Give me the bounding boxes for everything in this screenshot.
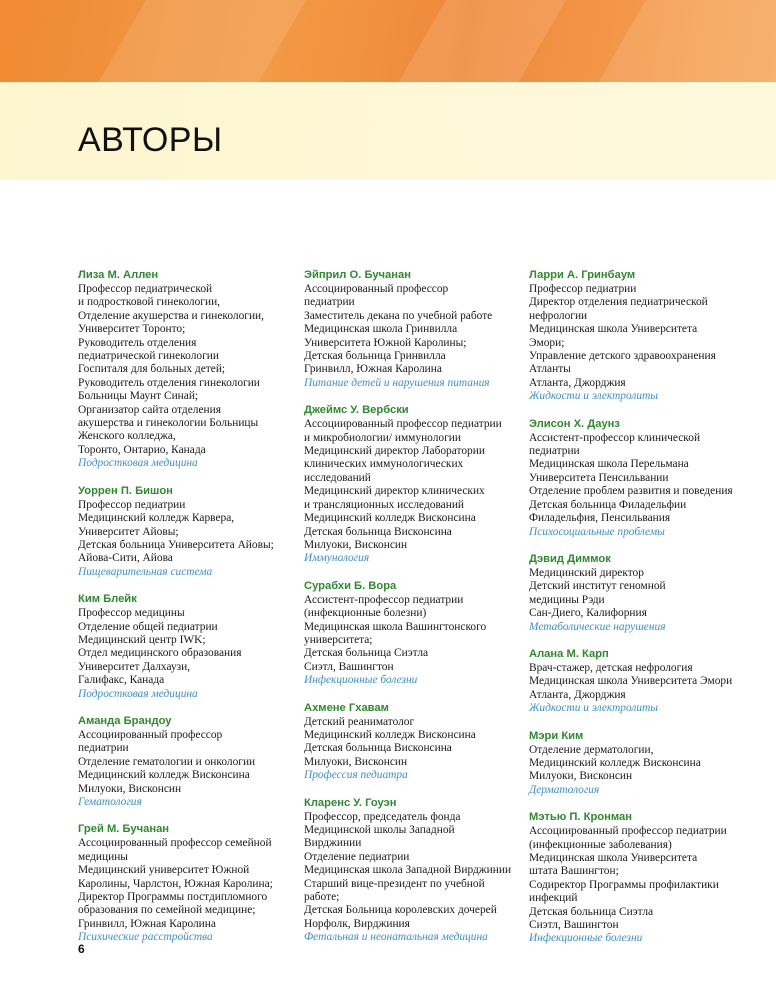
author-affiliation-line: Отделение проблем развития и поведения bbox=[529, 485, 733, 498]
author-affiliation-line: Детская больница Сиэтла bbox=[304, 647, 429, 660]
author-affiliation-line: Медицинская школа Гринвилла bbox=[304, 323, 458, 336]
author-affiliation-line: Атланты bbox=[529, 363, 571, 376]
author-topic: Гематология bbox=[78, 796, 142, 808]
author-topic: Профессия педиатра bbox=[304, 769, 408, 782]
author-affiliation-line: Отдел медицинского образования bbox=[78, 647, 242, 660]
author-affiliation-line: Вирджинии bbox=[304, 837, 362, 850]
author-entry bbox=[78, 822, 298, 944]
authors-column-2 bbox=[304, 268, 524, 958]
author-entry bbox=[529, 417, 749, 539]
author-affiliation-line: Галифакс, Канада bbox=[78, 674, 165, 687]
author-entry bbox=[78, 484, 298, 579]
author-affiliation-line: инфекций bbox=[529, 892, 578, 905]
author-affiliation-line: Детская больница Университета Айовы; bbox=[78, 538, 274, 551]
author-affiliation-line: Ассоциированный профессор педиатрии bbox=[304, 418, 502, 431]
author-affiliation-line: Ассоциированный профессор bbox=[304, 283, 449, 295]
page-number: 6 bbox=[78, 942, 85, 956]
author-affiliation-line: Медицинский колледж Висконсина bbox=[304, 512, 476, 525]
author-affiliation-line: Детская больница Филадельфии bbox=[529, 498, 687, 511]
author-name: Кларенс У. Гоуэн bbox=[304, 796, 397, 809]
author-affiliation-line: Госпиталя для больных детей; bbox=[78, 363, 226, 376]
author-topic: Инфекционные болезни bbox=[304, 674, 418, 687]
author-topic: Психические расстройства bbox=[78, 931, 213, 944]
author-affiliation-line: медицины Рэди bbox=[529, 593, 605, 606]
author-name: Мэри Ким bbox=[529, 729, 584, 742]
authors-column-3 bbox=[529, 268, 749, 959]
author-affiliation-line: Детская больница Сиэтла bbox=[529, 905, 654, 918]
author-affiliation-line: Медицинский директор bbox=[529, 566, 644, 579]
author-entry bbox=[529, 268, 749, 404]
author-affiliation-line: Медицинский колледж Висконсина bbox=[304, 728, 476, 741]
author-entry bbox=[78, 268, 298, 471]
author-affiliation-line: Атланта, Джорджия bbox=[529, 688, 626, 701]
author-affiliation-line: Детская больница Гринвилла bbox=[304, 350, 446, 363]
author-name: Уоррен П. Бишон bbox=[78, 484, 173, 497]
author-entry bbox=[304, 796, 524, 945]
author-affiliation-line: Каролины, Чарлстон, Южная Каролина; bbox=[78, 877, 273, 890]
author-affiliation-line: Университет Далхаузи, bbox=[78, 660, 191, 673]
author-affiliation-line: акушерства и гинекологии Больницы bbox=[78, 417, 259, 430]
author-affiliation-line: Директор Программы постдипломного bbox=[78, 891, 268, 904]
author-affiliation-line: образования по семейной медицине; bbox=[78, 904, 256, 917]
author-name: Элисон Х. Даунз bbox=[529, 417, 620, 430]
author-topic: Подростковая медицина bbox=[78, 457, 198, 470]
author-topic: Подростковая медицина bbox=[78, 687, 198, 700]
author-affiliation-line: штата Вашингтон; bbox=[529, 865, 619, 878]
author-name: Лиза М. Аллен bbox=[78, 269, 159, 281]
author-affiliation-line: Медицинский колледж Карвера, bbox=[78, 512, 235, 525]
author-topic: Дерматология bbox=[529, 783, 600, 796]
author-affiliation-line: Профессор педиатрической bbox=[78, 283, 213, 295]
author-affiliation-line: Детский институт геномной bbox=[529, 580, 666, 593]
author-affiliation-line: Милуоки, Висконсин bbox=[304, 755, 408, 768]
author-entry bbox=[78, 714, 298, 809]
author-affiliation-line: Медицинский колледж Висконсина bbox=[78, 769, 250, 782]
author-topic: Фетальная и неонатальная медицина bbox=[304, 931, 488, 944]
author-name: Эйприл О. Бучанан bbox=[304, 269, 412, 281]
author-topic: Питание детей и нарушения питания bbox=[304, 376, 490, 389]
author-affiliation-line: Медицинской школы Западной bbox=[304, 824, 455, 836]
author-topic: Жидкости и электролиты bbox=[529, 702, 659, 715]
author-affiliation-line: нефрологии bbox=[529, 309, 588, 322]
author-affiliation-line: Директор отделения педиатрической bbox=[529, 296, 708, 309]
author-affiliation-line: Больницы Маунт Синай; bbox=[78, 390, 199, 403]
author-affiliation-line: Отделение общей педиатрии bbox=[78, 620, 218, 633]
author-name: Грей М. Бучанан bbox=[78, 823, 170, 836]
author-affiliation-line: Эмори; bbox=[529, 336, 565, 349]
author-affiliation-line: Сиэтл, Вашингтон bbox=[529, 919, 619, 932]
author-affiliation-line: Ассоциированный профессор bbox=[78, 728, 223, 741]
author-affiliation-line: Гринвилл, Южная Каролина bbox=[78, 917, 216, 930]
author-affiliation-line: Милуоки, Висконсин bbox=[529, 770, 633, 783]
author-affiliation-line: Университет Торонто; bbox=[78, 323, 186, 336]
author-affiliation-line: Отделение дерматологии, bbox=[529, 743, 654, 756]
author-affiliation-line: Профессор, председатель фонда bbox=[304, 810, 461, 823]
author-name: Ахмене Гхавам bbox=[304, 701, 389, 714]
author-entry bbox=[304, 403, 524, 565]
author-affiliation-line: Заместитель декана по учебной работе bbox=[304, 309, 493, 322]
author-affiliation-line: педиатрии bbox=[78, 742, 129, 755]
author-affiliation-line: Руководитель отделения bbox=[78, 336, 197, 349]
author-affiliation-line: университета; bbox=[304, 633, 373, 646]
author-name: Ларри А. Гринбаум bbox=[529, 269, 636, 281]
author-affiliation-line: Профессор педиатрии bbox=[78, 498, 186, 511]
author-affiliation-line: (инфекционные болезни) bbox=[304, 607, 427, 620]
author-name: Ким Блейк bbox=[78, 593, 137, 606]
author-topic: Инфекционные болезни bbox=[529, 932, 643, 945]
author-entry bbox=[529, 552, 749, 634]
author-affiliation-line: Отделение педиатрии bbox=[304, 850, 410, 863]
author-affiliation-line: Медицинская школа Западной Вирджинии bbox=[304, 864, 512, 877]
author-affiliation-line: Норфолк, Вирджиния bbox=[304, 917, 410, 930]
author-affiliation-line: Медицинская школа Университета Эмори bbox=[529, 675, 733, 688]
author-affiliation-line: медицины bbox=[78, 850, 128, 863]
author-name: Аманда Брандоу bbox=[78, 714, 172, 727]
author-entry bbox=[304, 579, 524, 688]
author-affiliation-line: Управление детского здравоохранения bbox=[529, 350, 716, 363]
author-affiliation-line: Врач-стажер, детская нефрология bbox=[529, 661, 693, 674]
author-topic: Пищеварительная система bbox=[78, 565, 213, 578]
author-affiliation-line: Женского колледжа, bbox=[78, 430, 176, 443]
header-banner bbox=[0, 0, 776, 82]
author-affiliation-line: Университет Айовы; bbox=[78, 525, 179, 538]
author-entry bbox=[529, 729, 749, 798]
author-entry bbox=[304, 701, 524, 783]
author-affiliation-line: Гринвилл, Южная Каролина bbox=[304, 363, 442, 376]
author-affiliation-line: Содиректор Программы профилактики bbox=[529, 878, 719, 891]
author-affiliation-line: Медицинская школа Университета bbox=[529, 852, 698, 864]
author-topic: Иммунология bbox=[304, 552, 370, 565]
author-affiliation-line: Медицинский центр IWK; bbox=[78, 633, 206, 646]
author-affiliation-line: Отделение акушерства и гинекологии, bbox=[78, 309, 265, 322]
author-affiliation-line: клинических иммунологических bbox=[304, 458, 464, 471]
authors-column-1 bbox=[78, 268, 298, 958]
author-affiliation-line: Филадельфия, Пенсильвания bbox=[529, 512, 671, 525]
author-affiliation-line: Медицинский колледж Висконсина bbox=[529, 756, 701, 769]
author-affiliation-line: Сан-Диего, Калифорния bbox=[529, 607, 647, 620]
author-name: Алана М. Карп bbox=[529, 647, 609, 660]
author-affiliation-line: Медицинская школа Университета bbox=[529, 323, 698, 336]
author-affiliation-line: Атланта, Джорджия bbox=[529, 376, 626, 389]
author-affiliation-line: Милуоки, Висконсин bbox=[78, 782, 182, 795]
author-affiliation-line: Милуоки, Висконсин bbox=[304, 538, 408, 551]
author-affiliation-line: педиатрической гинекологии bbox=[78, 350, 219, 363]
author-affiliation-line: Торонто, Онтарио, Канада bbox=[78, 443, 206, 456]
author-affiliation-line: (инфекционные заболевания) bbox=[529, 838, 672, 851]
author-affiliation-line: педиатрии bbox=[529, 445, 580, 458]
author-affiliation-line: Детская больница Висконсина bbox=[304, 525, 452, 538]
author-affiliation-line: Медицинский директор Лаборатории bbox=[304, 445, 485, 458]
author-affiliation-line: Медицинский университет Южной bbox=[78, 864, 250, 877]
author-affiliation-line: Медицинский директор клинических bbox=[304, 485, 485, 498]
author-name: Сурабхи Б. Вора bbox=[304, 579, 397, 592]
author-affiliation-line: Медицинская школа Вашингтонского bbox=[304, 620, 487, 633]
author-affiliation-line: Университета Южной Каролины; bbox=[304, 336, 467, 349]
author-affiliation-line: Медицинская школа Перельмана bbox=[529, 458, 689, 471]
author-affiliation-line: Детская Больница королевских дочерей bbox=[304, 904, 497, 917]
author-affiliation-line: Отделение гематологии и онкологии bbox=[78, 755, 256, 768]
author-affiliation-line: Сиэтл, Вашингтон bbox=[304, 660, 394, 673]
author-affiliation-line: и подростковой гинекологии, bbox=[78, 296, 221, 309]
author-affiliation-line: и трансляционных исследований bbox=[304, 498, 465, 511]
author-affiliation-line: Детский реаниматолог bbox=[304, 715, 415, 728]
author-affiliation-line: Старший вице-президент по учебной bbox=[304, 877, 485, 890]
author-affiliation-line: Ассистент-профессор педиатрии bbox=[304, 593, 464, 606]
author-entry bbox=[529, 810, 749, 946]
author-topic: Психосоциальные проблемы bbox=[529, 525, 665, 538]
author-topic: Метаболические нарушения bbox=[529, 620, 666, 633]
author-topic: Жидкости и электролиты bbox=[529, 390, 659, 403]
author-affiliation-line: Ассоциированный профессор семейной bbox=[78, 837, 272, 850]
author-name: Джеймс У. Вербски bbox=[304, 404, 409, 417]
page-title: АВТОРЫ bbox=[78, 121, 223, 159]
author-entry bbox=[78, 592, 298, 701]
author-affiliation-line: Организатор сайта отделения bbox=[78, 403, 221, 416]
author-affiliation-line: Детская больница Висконсина bbox=[304, 742, 452, 755]
author-affiliation-line: Университета Пенсильвании bbox=[529, 471, 669, 484]
author-name: Дэвид Диммок bbox=[529, 552, 611, 565]
author-affiliation-line: и микробиологии/ иммунологии bbox=[304, 431, 461, 444]
author-affiliation-line: Профессор педиатрии bbox=[529, 283, 637, 295]
author-affiliation-line: Профессор медицины bbox=[78, 607, 185, 620]
author-affiliation-line: Ассистент-профессор клинической bbox=[529, 431, 701, 444]
author-affiliation-line: Руководитель отделения гинекологии bbox=[78, 376, 260, 389]
author-name: Мэтью П. Кронман bbox=[529, 811, 632, 824]
author-affiliation-line: Айова-Сити, Айова bbox=[78, 552, 173, 565]
author-affiliation-line: Ассоциированный профессор педиатрии bbox=[529, 825, 727, 838]
author-affiliation-line: педиатрии bbox=[304, 296, 355, 309]
author-affiliation-line: исследований bbox=[304, 471, 371, 484]
author-entry bbox=[304, 268, 524, 390]
author-affiliation-line: работе; bbox=[304, 891, 340, 904]
author-entry bbox=[529, 647, 749, 716]
